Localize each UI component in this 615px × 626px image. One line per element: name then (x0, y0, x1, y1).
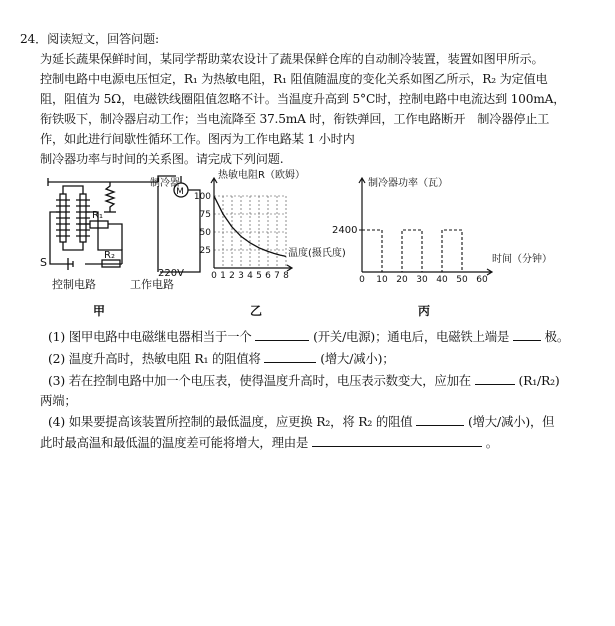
q1-text-c: 极。 (544, 329, 570, 344)
q4-text-d: 。 (485, 435, 498, 450)
question-header: 24．阅读短文，回答问题: (20, 32, 159, 46)
q1-blank-2[interactable] (513, 328, 541, 341)
q4-text-b: (增大/减小)，但 (467, 414, 555, 429)
paragraph-line-4: 衔铁吸下，制冷器启动工作；当电流降至 37.5mA 时，衔铁弹回，工作电路断开 制冷器停止工 (40, 112, 550, 126)
q3-text-a: (3) 若在控制电路中加一个电压表，使得温度升高时，电压表示数变大，应加在 (48, 373, 471, 388)
x-tick-label: 0 (211, 271, 217, 281)
work-circuit-label: 工作电路 (130, 278, 174, 291)
q2-text-a: (2) 温度升高时，热敏电阻 R₁ 的阻值将 (48, 351, 261, 366)
chart-yi-title: 热敏电阻R（欧姆） (218, 170, 305, 181)
subquestion-4-cont (40, 433, 498, 451)
refrigerator-label: 制冷器 (150, 178, 180, 189)
subquestion-3 (48, 371, 560, 389)
q3-blank[interactable] (475, 372, 515, 385)
x-tick-label: 3 (238, 271, 244, 281)
q2-blank[interactable] (264, 350, 316, 363)
caption-jia: 甲 (93, 304, 106, 318)
caption-yi: 乙 (250, 304, 263, 318)
x-tick-label: 5 (256, 271, 262, 281)
r1-label: R₁ (92, 210, 103, 221)
paragraph-line-6: 制冷器功率与时间的关系图。请完成下列问题. (40, 152, 284, 166)
x-tick-label: 8 (283, 271, 289, 281)
chart-bing-title: 制冷器功率（瓦） (368, 178, 448, 189)
q1-text-a: (1) 图甲电路中电磁继电器相当于一个 (48, 329, 252, 344)
x-tick-label: 10 (376, 275, 388, 282)
y-tick-label: 75 (199, 210, 211, 220)
chart-bing-xlabel: 时间（分钟） (492, 254, 552, 265)
control-circuit-label: 控制电路 (52, 278, 96, 291)
x-tick-label: 1 (220, 271, 226, 281)
paragraph-line-2: 控制电路中电源电压恒定，R₁ 为热敏电阻，R₁ 阻值随温度的变化关系如图乙所示，R₂ 为定值电 (40, 72, 548, 86)
x-tick-label: 2 (229, 271, 235, 281)
q1-text-b: (开关/电源)；通电后，电磁铁上端是 (313, 329, 510, 344)
paragraph-line-5: 作，如此进行间歇性循环工作。图丙为工作电路某 1 小时内 (40, 132, 355, 146)
chart-bing-ytick: 2400 (332, 225, 358, 236)
subquestion-2 (48, 349, 394, 367)
x-tick-label: 6 (265, 271, 271, 281)
caption-bing: 丙 (418, 304, 431, 318)
q4-text-c: 此时最高温和最低温的温度差可能将增大，理由是 (40, 435, 309, 450)
y-tick-label: 25 (199, 246, 211, 256)
q3-text-b: (R₁/R₂) (518, 373, 560, 388)
x-tick-label: 50 (456, 275, 468, 282)
subquestion-4 (48, 412, 554, 430)
x-tick-label: 60 (476, 275, 488, 282)
paragraph-line-3: 阻，阻值为 5Ω，电磁铁线圈阻值忽略不计。当温度升高到 5°C时，控制电路中电流达到 100mA， (40, 92, 566, 106)
voltage-label: 220V (158, 268, 184, 279)
y-tick-label: 50 (199, 228, 211, 238)
chart-yi-xlabel: 温度(摄氏度) (288, 248, 346, 259)
subquestion-3-cont: 两端； (40, 393, 77, 408)
motor-label: M (176, 187, 184, 197)
x-tick-label: 40 (436, 275, 448, 282)
power-line (362, 230, 482, 272)
paragraph-line-1: 为延长蔬果保鲜时间，某同学帮助菜农设计了蔬果保鲜仓库的自动制冷装置，装置如图甲所示。 (40, 52, 544, 66)
x-tick-label: 7 (274, 271, 280, 281)
q4-blank-2[interactable] (312, 434, 482, 447)
q1-blank-1[interactable] (255, 328, 309, 341)
x-tick-label: 4 (247, 271, 253, 281)
x-tick-label: 30 (416, 275, 428, 282)
switch-label: S (40, 256, 47, 269)
r2-label: R₂ (104, 250, 115, 261)
x-tick-label: 20 (396, 275, 408, 282)
y-tick-label: 100 (193, 192, 211, 202)
q4-blank-1[interactable] (416, 413, 464, 426)
q4-text-a: (4) 如果要提高该装置所控制的最低温度，应更换 R₂，将 R₂ 的阻值 (48, 414, 413, 429)
figure-bing-chart (330, 172, 575, 282)
x-tick-label: 0 (359, 275, 365, 282)
q2-text-b: (增大/减小)； (320, 351, 395, 366)
subquestion-1 (48, 327, 569, 345)
